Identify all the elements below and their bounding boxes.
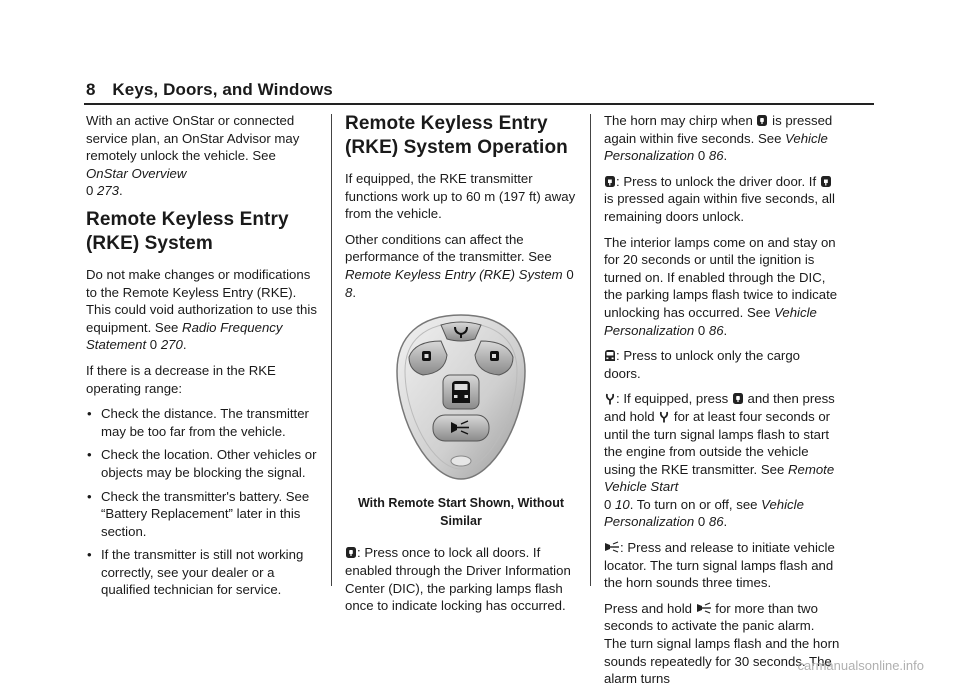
unlock-icon	[604, 175, 616, 188]
unlock-text-a: : Press to unlock the driver door. If	[616, 173, 820, 189]
onstar-paragraph: With an active OnStar or connected service plan, an OnStar Advisor may remotely unlock the vehicle. See OnStar Overview 0 273.	[86, 113, 300, 199]
list-item: • If the transmitter is still not working correctly, see your dealer or a qualified technician for service.	[86, 546, 318, 599]
vehicle-personalization-link[interactable]: Vehicle Personalization	[604, 130, 828, 164]
cargo-text: : Press to unlock only the cargo doors.	[604, 348, 800, 381]
horn-icon	[696, 602, 712, 615]
start-text-b: and then press and hold	[604, 391, 835, 424]
page-number: 8	[86, 80, 96, 99]
interior-lamps-paragraph: The interior lamps come on and stay on for 20 seconds or until the ignition is turned on. If enabled through the DIC, the parking lamps flash twice to indicate unlocking has occurred. See Vehicle Personalization 0 86.	[604, 234, 838, 338]
list-item: • Check the transmitter's battery. See “Battery Replacement” later in this section.	[86, 488, 318, 541]
modifications-paragraph: Do not make changes or modifications to the Remote Keyless Entry (RKE). This could void authorization to use this equipment. See Radio Frequency Statement 0 270.	[86, 266, 317, 353]
horn-paragraph: The horn may chirp when is pressed again within five seconds. See Vehicle Personalization 0 86.	[604, 113, 833, 164]
vehicle-personalization-page-link[interactable]: 86	[708, 148, 724, 164]
locator-text: : Press and release to initiate vehicle locator. The turn signal lamps flash and the horn sounds three times.	[604, 540, 835, 591]
page-ref-symbol: 0	[566, 266, 574, 282]
vehicle-personalization-link[interactable]: Vehicle Personalization	[604, 304, 817, 338]
remote-vehicle-start-link[interactable]: Remote Vehicle Start	[604, 461, 835, 495]
panic-paragraph	[604, 600, 840, 688]
page-ref-symbol: 0	[149, 337, 158, 353]
unlock-icon	[820, 175, 832, 188]
page-header	[86, 80, 333, 100]
conditions-text: Other conditions can affect the performance of the transmitter. See	[345, 231, 552, 265]
modifications-text: Do not make changes or modifications to the Remote Keyless Entry (RKE). This could void authorization to use this equipment. See	[86, 266, 317, 335]
figure-caption: With Remote Start Shown, Without Similar	[357, 496, 564, 528]
lock-icon	[756, 114, 768, 127]
lock-paragraph	[345, 544, 577, 614]
unlock-text-b: is pressed again within five seconds, all remaining doors unlock.	[604, 191, 835, 224]
vehicle-personalization-link[interactable]: Vehicle Personalization	[604, 496, 804, 530]
lock-text: : Press once to lock all doors. If enabled through the Driver Information Center (DIC), the parking lamps flash once to indicate locking has occurred.	[345, 545, 571, 614]
page-ref-symbol: 0	[697, 514, 706, 530]
start-text-d: . To turn on or off, see	[629, 496, 762, 512]
locator-paragraph	[604, 539, 840, 592]
lock-icon	[732, 392, 744, 405]
remote-start-paragraph: : If equipped, press and then press and hold for at least four seconds or until the turn signal lamps flash to start the engine from outside the vehicle using the RKE transmitter. See Remote Vehicle Start 0 10. To turn on or off, see Vehicle Personalization 0 86.	[604, 391, 835, 530]
horn-text-a: The horn may chirp when	[604, 113, 757, 128]
interior-text: The interior lamps come on and stay on for 20 seconds or until the ignition is turned on. If enabled through the DIC, the parking lamps flash twice to indicate unlocking has occurred. See	[604, 234, 838, 320]
rke-system-page-link[interactable]: 8	[345, 284, 353, 300]
vehicle-personalization-page-link[interactable]: 86	[708, 322, 724, 338]
site-watermark: carmanualsonline.info	[797, 658, 924, 673]
lock-icon	[345, 546, 357, 559]
horn-icon	[604, 541, 620, 554]
page-ref-symbol: 0	[86, 183, 94, 199]
cargo-paragraph	[604, 347, 840, 382]
remote-start-icon	[658, 410, 670, 423]
start-text-c: for at least four seconds or until the turn signal lamps flash to start the engine from outside the vehicle using the RKE transmitter. See	[604, 408, 831, 477]
column-divider-1	[331, 114, 332, 586]
onstar-text: With an active OnStar or connected service plan, an OnStar Advisor may remotely unlock the vehicle. See	[86, 113, 300, 164]
rke-operation-heading: Remote Keyless Entry (RKE) System Operation	[345, 113, 568, 158]
onstar-overview-link[interactable]: OnStar Overview	[86, 165, 187, 181]
start-text-a: : If equipped, press	[616, 391, 732, 407]
column-2	[345, 104, 577, 623]
radio-frequency-page-link[interactable]: 270	[160, 337, 183, 353]
section-title: Keys, Doors, and Windows	[112, 80, 333, 99]
page-ref-symbol: 0	[697, 148, 706, 164]
page-ref-symbol: 0	[697, 322, 706, 338]
unlock-paragraph	[604, 173, 840, 226]
list-item: • Check the distance. The transmitter may be too far from the vehicle.	[86, 405, 318, 440]
column-divider-2	[590, 114, 591, 586]
rke-system-link[interactable]: Remote Keyless Entry (RKE) System	[345, 266, 563, 282]
panic-text-b: for more than two seconds to activate the panic alarm. The turn signal lamps flash and the horn sounds repeatedly for 30 seconds. The alarm turns	[604, 600, 840, 687]
conditions-paragraph: Other conditions can affect the performance of the transmitter. See Remote Keyless Entry (RKE) System 0 8.	[345, 231, 574, 300]
key-fob-illustration	[393, 311, 529, 483]
cargo-door-icon	[604, 349, 616, 362]
column-1	[86, 112, 318, 605]
remote-start-icon	[604, 392, 616, 405]
page-ref-symbol: 0	[604, 496, 612, 512]
remote-start-page-link[interactable]: 10	[615, 496, 630, 512]
onstar-page-link[interactable]: 273	[97, 183, 120, 199]
horn-text-b: is pressed again within five seconds. See	[604, 113, 833, 146]
column-3	[604, 112, 840, 696]
range-checklist	[86, 405, 318, 599]
rke-system-heading: Remote Keyless Entry (RKE) System	[86, 208, 289, 254]
panic-text-a: Press and hold	[604, 600, 696, 616]
radio-frequency-link[interactable]: Radio Frequency Statement	[86, 319, 283, 353]
vehicle-personalization-page-link[interactable]: 86	[708, 514, 724, 530]
range-paragraph: If there is a decrease in the RKE operating range:	[86, 362, 276, 396]
list-item: • Check the location. Other vehicles or objects may be blocking the signal.	[86, 446, 318, 481]
range-spec-paragraph: If equipped, the RKE transmitter functions work up to 60 m (197 ft) away from the vehicle.	[345, 171, 576, 222]
